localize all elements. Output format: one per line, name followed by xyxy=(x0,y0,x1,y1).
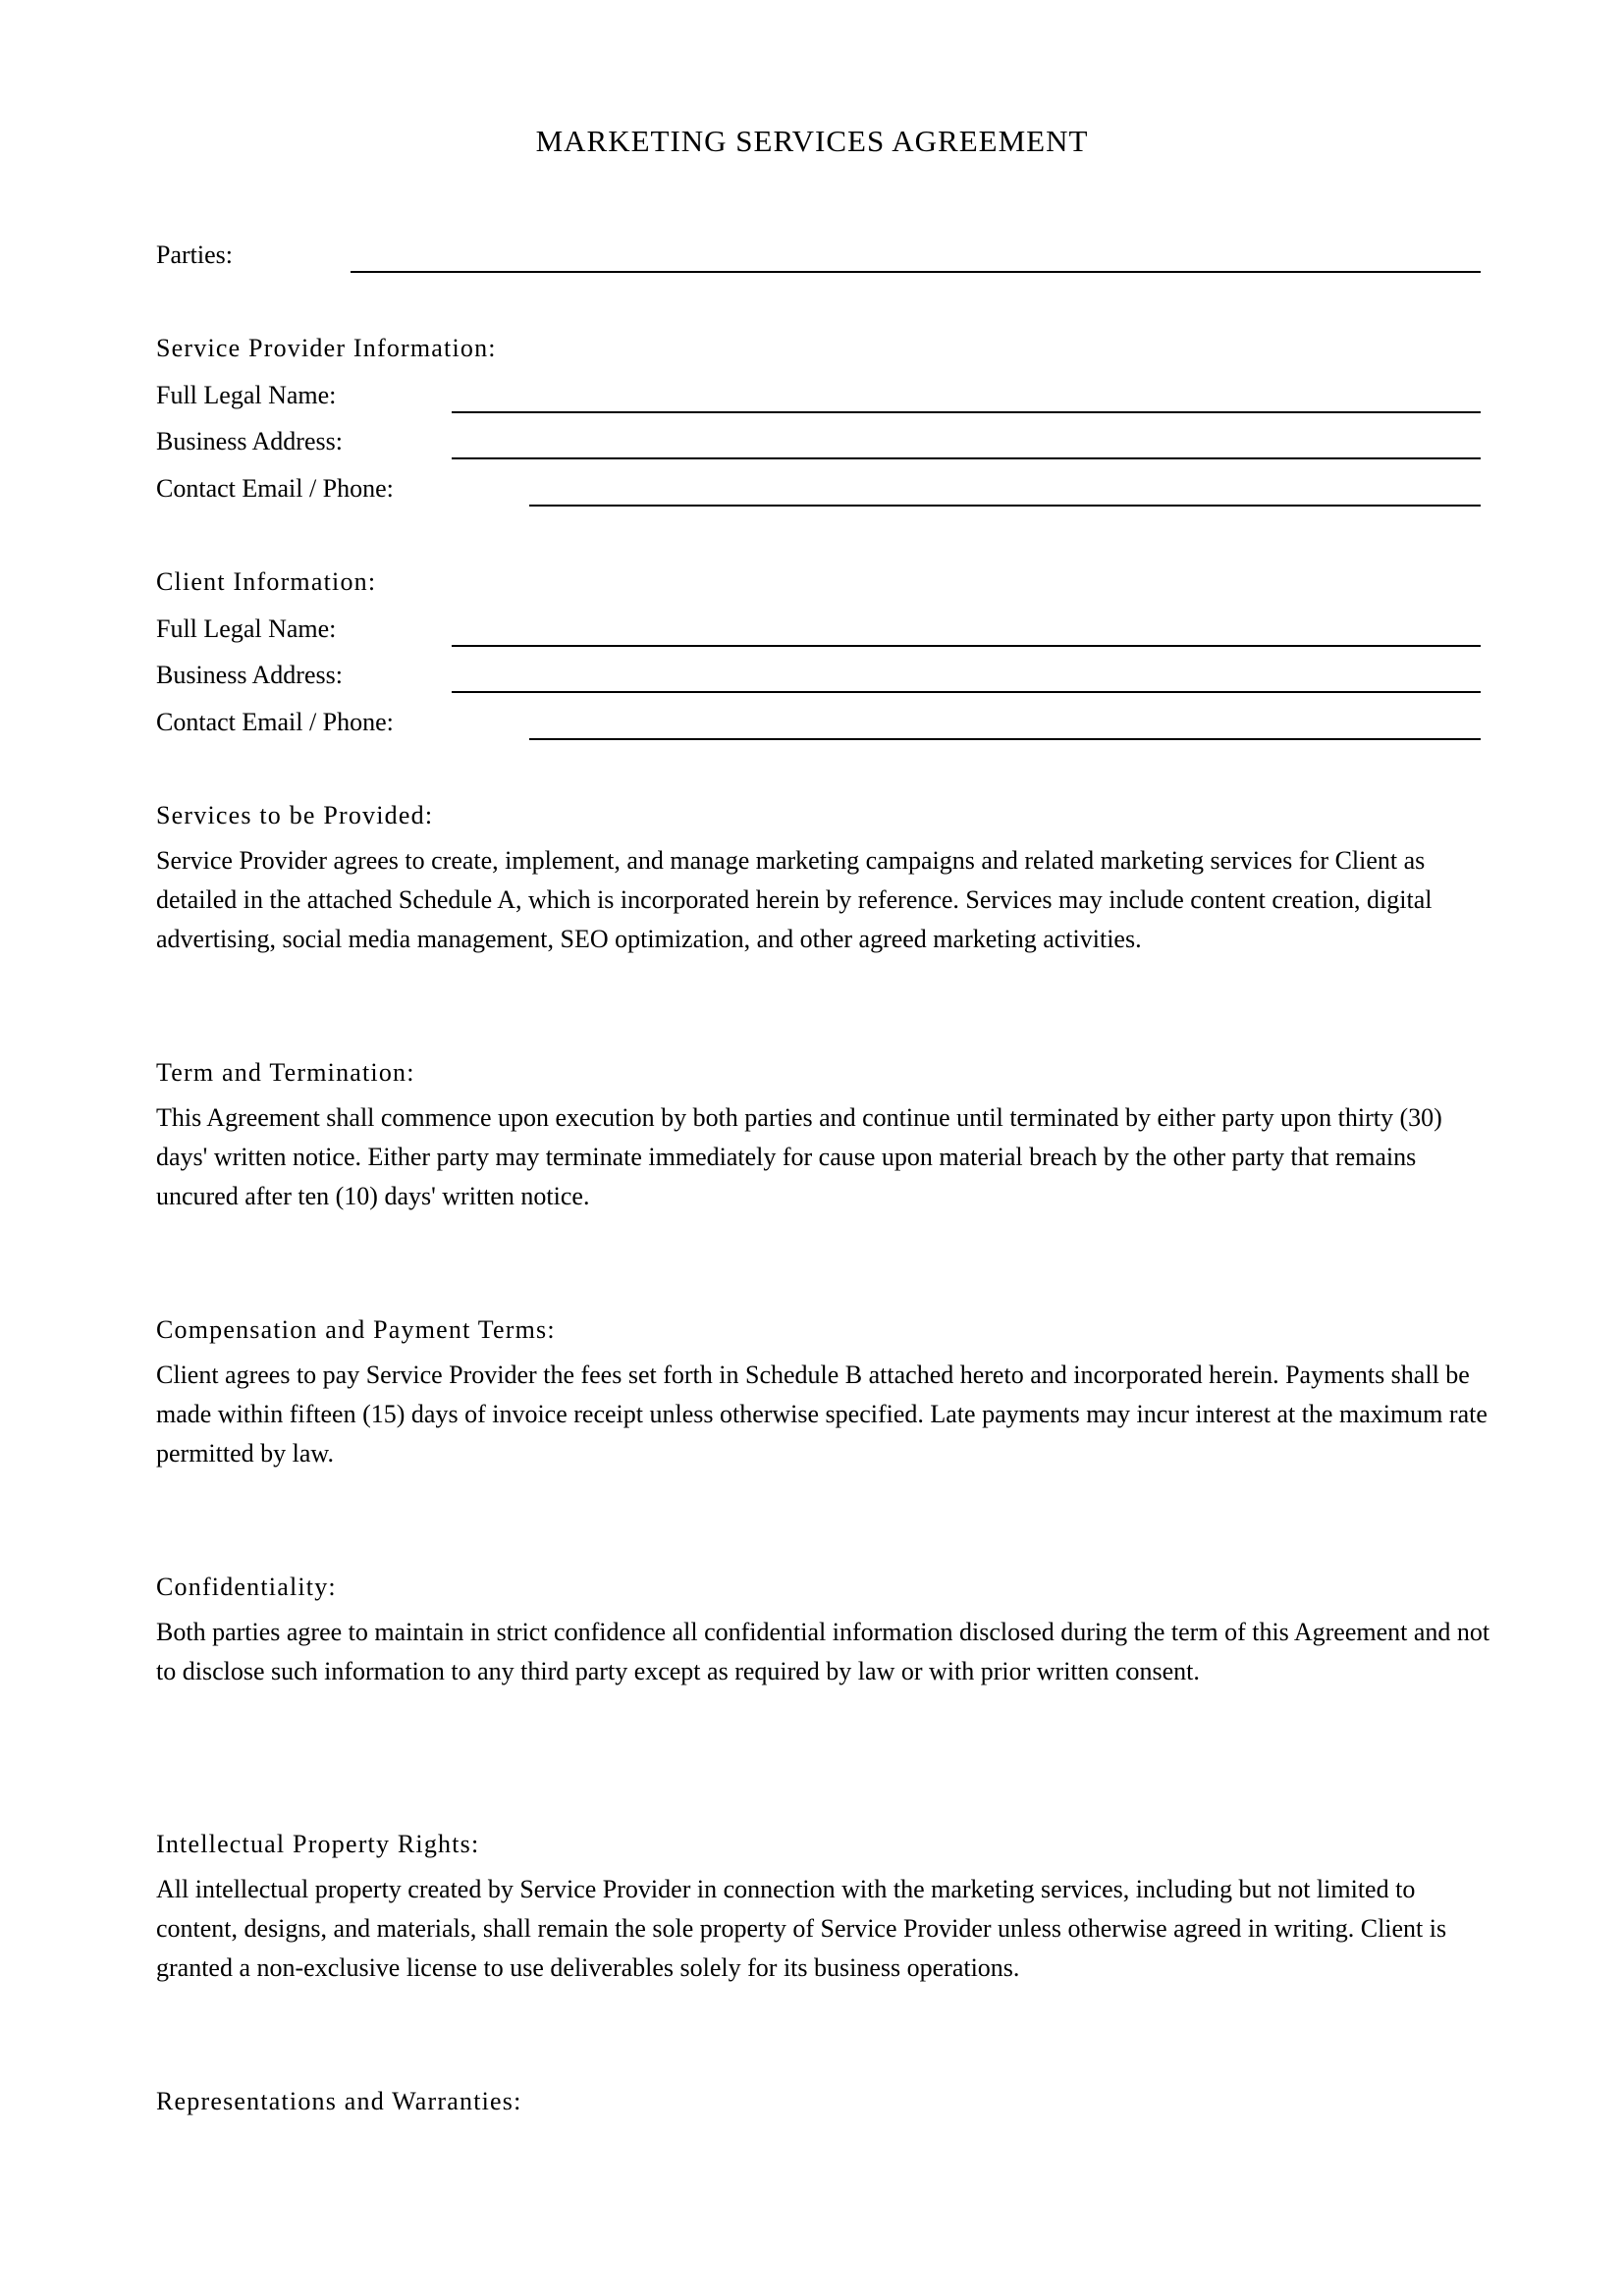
client-full-legal-name-line[interactable] xyxy=(452,645,1481,647)
provider-contact-label: Contact Email / Phone: xyxy=(156,474,394,503)
services-heading: Services to be Provided: xyxy=(156,801,434,829)
provider-business-address-label: Business Address: xyxy=(156,427,343,455)
service-provider-heading: Service Provider Information: xyxy=(156,334,497,362)
client-contact-line[interactable] xyxy=(529,738,1481,740)
compensation-heading: Compensation and Payment Terms: xyxy=(156,1315,556,1344)
client-contact-label: Contact Email / Phone: xyxy=(156,708,394,736)
provider-contact-line[interactable] xyxy=(529,505,1481,507)
confidentiality-heading: Confidentiality: xyxy=(156,1573,337,1601)
confidentiality-body: Both parties agree to maintain in strict confidence all confidential information disclosed during the term of this Agreement and not to disclose such information to any third party except as required by law or with prior written consent. xyxy=(156,1618,1490,1685)
client-heading: Client Information: xyxy=(156,567,377,596)
document-title: MARKETING SERVICES AGREEMENT xyxy=(535,124,1089,158)
term-termination-heading: Term and Termination: xyxy=(156,1058,415,1087)
ip-rights-heading: Intellectual Property Rights: xyxy=(156,1830,480,1858)
client-business-address-line[interactable] xyxy=(452,691,1481,693)
provider-full-legal-name-label: Full Legal Name: xyxy=(156,381,337,409)
term-termination-body: This Agreement shall commence upon execution by both parties and continue until terminated by either party upon thirty (30) days' written notice. Either party may terminate immediately for cause upon material breach by the other party that remains uncured after ten (10) days' written notice. xyxy=(156,1103,1442,1210)
parties-label: Parties: xyxy=(156,240,233,269)
client-full-legal-name-label: Full Legal Name: xyxy=(156,614,337,643)
client-business-address-label: Business Address: xyxy=(156,661,343,689)
services-body: Service Provider agrees to create, implement, and manage marketing campaigns and related marketing services for Client as detailed in the attached Schedule A, which is incorporated herein by reference. Services may include content creation, digital advertising, social media management, SEO optimization, and other agreed marketing activities. xyxy=(156,846,1433,953)
compensation-body: Client agrees to pay Service Provider the fees set forth in Schedule B attached hereto and incorporated herein. Payments shall be made within fifteen (15) days of invoice receipt unless otherwise specified. Late payments may incur interest at the maximum rate permitted by law. xyxy=(156,1361,1488,1468)
parties-fill-line[interactable] xyxy=(351,271,1481,273)
provider-business-address-line[interactable] xyxy=(452,457,1481,459)
provider-full-legal-name-line[interactable] xyxy=(452,411,1481,413)
ip-rights-body: All intellectual property created by Service Provider in connection with the marketing services, including but not limited to content, designs, and materials, shall remain the sole property of Service Provider unless otherwise agreed in writing. Client is granted a non-exclusive license to use deliverables solely for its business operations. xyxy=(156,1875,1447,1982)
representations-heading: Representations and Warranties: xyxy=(156,2087,522,2115)
